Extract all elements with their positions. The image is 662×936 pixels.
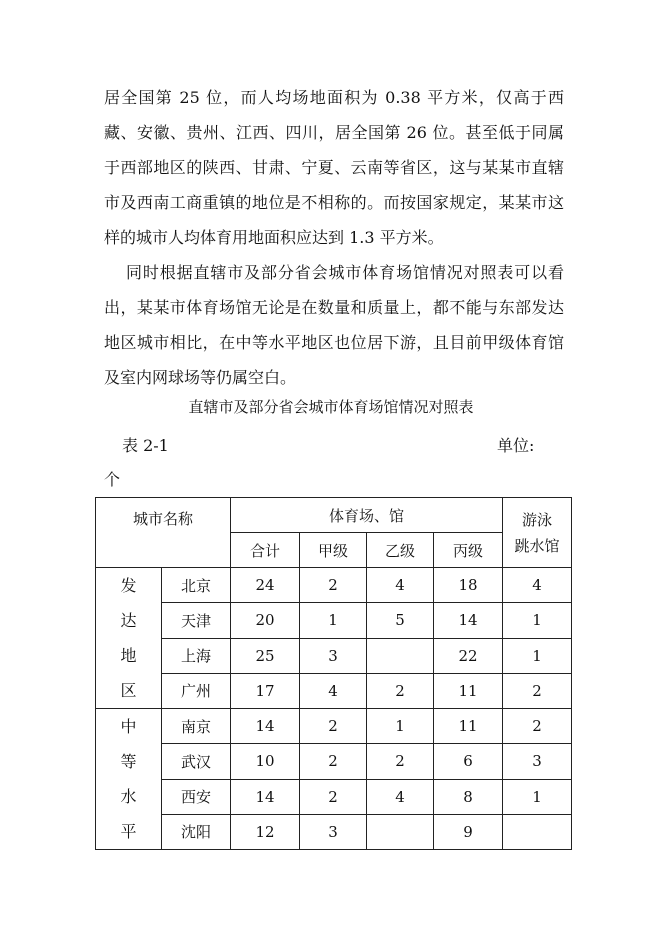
header-grade-c: 丙级	[434, 533, 503, 568]
cell-grade-a: 3	[300, 814, 367, 849]
cell-city: 北京	[162, 568, 231, 603]
header-city-name: 城市名称	[96, 498, 231, 568]
cell-grade-a: 2	[300, 744, 367, 779]
cell-grade-b: 2	[367, 744, 434, 779]
cell-grade-c: 6	[434, 744, 503, 779]
unit-value: 个	[104, 470, 121, 489]
paragraph-2: 同时根据直辖市及部分省会城市体育场馆情况对照表可以看出，某某市体育场馆无论是在数量和质量上，都不能与东部发达地区城市相比，在中等水平地区也位居下游，且目前甲级体育馆及室内网球场等仍属空白。	[104, 263, 564, 387]
cell-grade-c: 8	[434, 779, 503, 814]
cell-grade-a: 4	[300, 673, 367, 708]
cell-grade-b: 4	[367, 779, 434, 814]
cell-city: 南京	[162, 709, 231, 744]
cell-swim	[503, 814, 572, 849]
cell-grade-c: 11	[434, 709, 503, 744]
cell-swim: 3	[503, 744, 572, 779]
cell-city: 西安	[162, 779, 231, 814]
cell-swim: 1	[503, 638, 572, 673]
cell-total: 17	[231, 673, 300, 708]
table-row	[96, 673, 572, 708]
cell-city: 上海	[162, 638, 231, 673]
cell-total: 24	[231, 568, 300, 603]
cell-swim: 1	[503, 603, 572, 638]
cell-city: 沈阳	[162, 814, 231, 849]
cell-grade-c: 9	[434, 814, 503, 849]
table-row	[96, 603, 572, 638]
cell-total: 14	[231, 709, 300, 744]
unit-label: 单位:	[497, 436, 535, 455]
header-venue-group: 体育场、馆	[231, 498, 503, 533]
header-grade-b: 乙级	[367, 533, 434, 568]
cell-grade-c: 14	[434, 603, 503, 638]
cell-city: 武汉	[162, 744, 231, 779]
cell-grade-b: 2	[367, 673, 434, 708]
table-row	[96, 744, 572, 779]
cell-grade-b: 1	[367, 709, 434, 744]
cell-grade-a: 2	[300, 779, 367, 814]
table-row	[96, 814, 572, 849]
paragraph-1: 居全国第 25 位，而人均场地面积为 0.38 平方米，仅高于西藏、安徽、贵州、江西、四川，居全国第 26 位。甚至低于同属于西部地区的陕西、甘肃、宁夏、云南等省区，这与某某市直辖市及西南工商重镇的地位是不相称的。而按国家规定，某某市这样的城市人均体育用地面积应达到 1.3 平方米。	[104, 88, 564, 247]
cell-grade-a: 2	[300, 568, 367, 603]
cell-grade-b	[367, 638, 434, 673]
table-header-row	[96, 498, 572, 533]
venue-comparison-table	[95, 497, 572, 850]
table-number: 表 2-1	[122, 436, 169, 455]
cell-city: 天津	[162, 603, 231, 638]
table-row	[96, 568, 572, 603]
cell-total: 12	[231, 814, 300, 849]
cell-grade-c: 22	[434, 638, 503, 673]
cell-total: 25	[231, 638, 300, 673]
cell-grade-a: 1	[300, 603, 367, 638]
cell-total: 10	[231, 744, 300, 779]
table-row	[96, 638, 572, 673]
cell-total: 14	[231, 779, 300, 814]
table-caption: 直辖市及部分省会城市体育场馆情况对照表	[188, 398, 474, 416]
header-total: 合计	[231, 533, 300, 568]
cell-swim: 2	[503, 709, 572, 744]
cell-total: 20	[231, 603, 300, 638]
region-medium: 中 等 水 平	[96, 709, 162, 850]
table-row	[96, 709, 572, 744]
cell-grade-c: 18	[434, 568, 503, 603]
cell-grade-b: 4	[367, 568, 434, 603]
cell-grade-b	[367, 814, 434, 849]
header-swim-diving: 游泳 跳水馆	[503, 498, 572, 568]
header-grade-a: 甲级	[300, 533, 367, 568]
cell-swim: 2	[503, 673, 572, 708]
cell-swim: 4	[503, 568, 572, 603]
cell-city: 广州	[162, 673, 231, 708]
cell-grade-a: 2	[300, 709, 367, 744]
cell-grade-c: 11	[434, 673, 503, 708]
cell-grade-a: 3	[300, 638, 367, 673]
cell-grade-b: 5	[367, 603, 434, 638]
region-developed: 发 达 地 区	[96, 568, 162, 709]
cell-swim: 1	[503, 779, 572, 814]
table-row	[96, 779, 572, 814]
